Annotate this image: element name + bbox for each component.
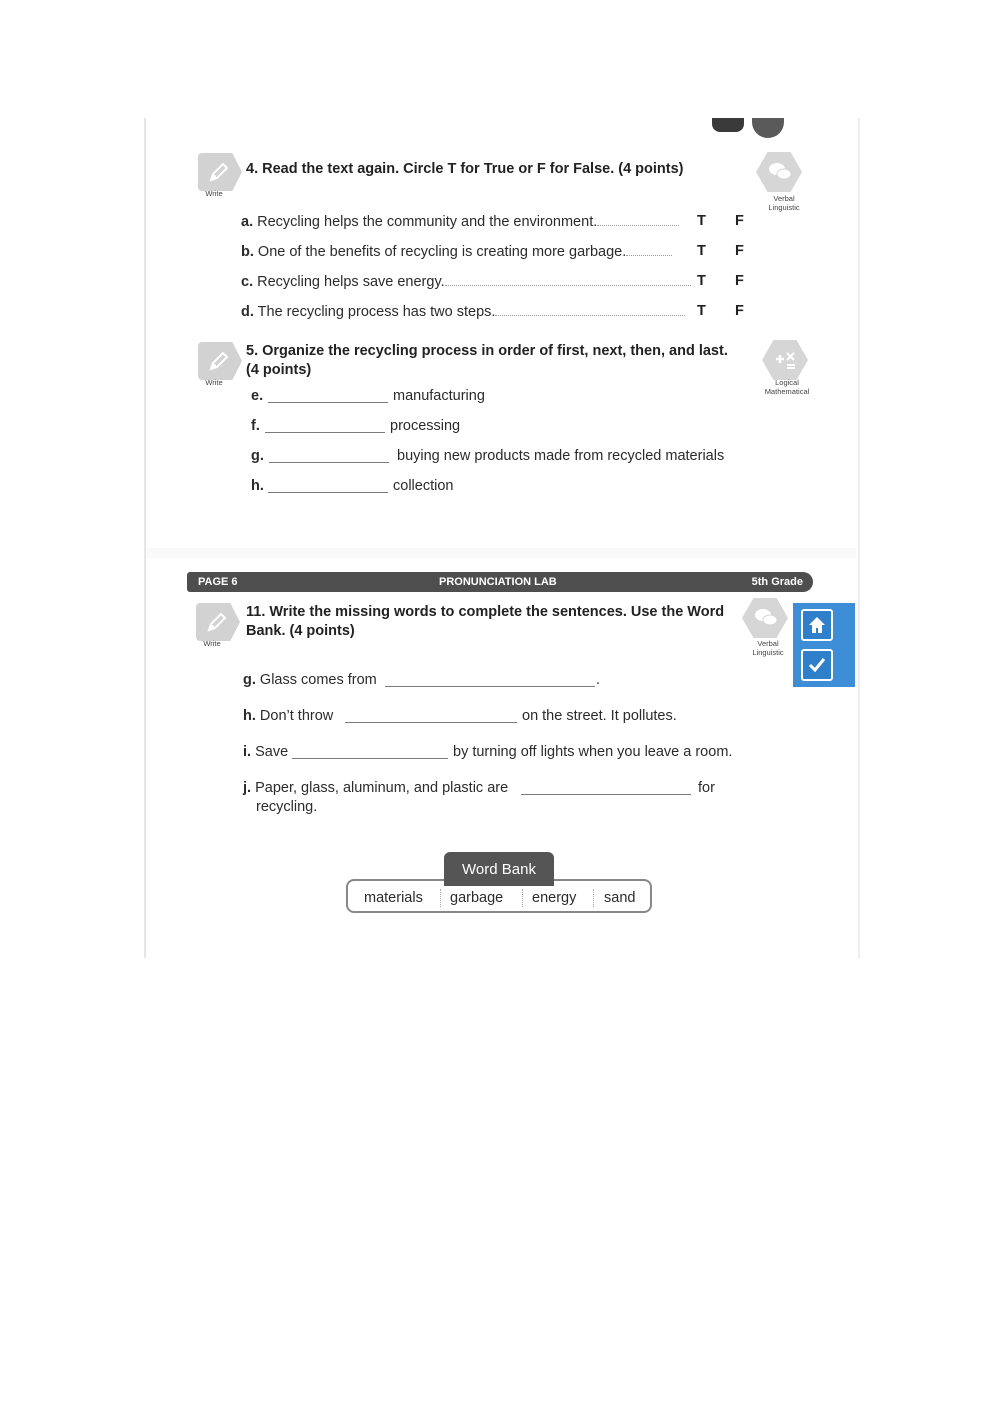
checkmark-icon — [807, 655, 827, 675]
write-caption: Write — [205, 189, 223, 198]
word-bank-word: garbage — [450, 890, 504, 906]
write-caption: Write — [205, 378, 223, 387]
sentence-end: on the street. It pollutes. — [522, 708, 677, 724]
banner-title: PRONUNCIATION LAB — [439, 576, 557, 588]
true-option[interactable]: T — [697, 273, 706, 289]
answer-blank[interactable] — [385, 686, 595, 687]
true-option[interactable]: T — [697, 243, 706, 259]
order-blank[interactable] — [265, 432, 385, 433]
order-blank[interactable] — [268, 492, 388, 493]
intelligence-caption: Logical Mathematical — [764, 378, 810, 396]
page-banner — [187, 572, 813, 592]
order-step: buying new products made from recycled materials — [397, 448, 725, 464]
tf-statement: b. One of the benefits of recycling is creating more garbage. — [241, 243, 672, 260]
false-option[interactable]: F — [735, 243, 744, 259]
tf-statement: a. Recycling helps the community and the environment. — [241, 213, 679, 230]
control-panel — [793, 603, 855, 687]
order-step: manufacturing — [393, 388, 485, 404]
sentence-continuation: recycling. — [256, 799, 318, 815]
decorative-shape — [712, 118, 744, 132]
order-label: h. — [251, 478, 264, 494]
tf-statement: c. Recycling helps save energy. — [241, 273, 691, 290]
intelligence-caption: Verbal Linguistic — [752, 639, 784, 657]
check-button[interactable] — [801, 649, 833, 681]
sentence-end: by turning off lights when you leave a room. — [453, 744, 733, 760]
order-label: g. — [251, 448, 264, 464]
true-option[interactable]: T — [697, 303, 706, 319]
section5-instruction: 5. Organize the recycling process in order of first, next, then, and last. (4 points) — [246, 343, 728, 378]
order-blank[interactable] — [268, 402, 388, 403]
order-step: processing — [390, 418, 461, 434]
section11-instruction: 11. Write the missing words to complete the sentences. Use the Word Bank. (4 points) — [246, 604, 725, 639]
false-option[interactable]: F — [735, 273, 744, 289]
word-bank-word: materials — [364, 890, 423, 906]
answer-blank[interactable] — [521, 794, 691, 795]
false-option[interactable]: F — [735, 303, 744, 319]
order-step: collection — [393, 478, 454, 494]
fill-sentence: g. Glass comes from — [243, 672, 377, 688]
write-caption: Write — [203, 639, 221, 648]
intelligence-caption: Verbal Linguistic — [768, 194, 800, 212]
word-bank-word: sand — [604, 890, 636, 906]
home-button[interactable] — [801, 609, 833, 641]
order-blank[interactable] — [269, 462, 389, 463]
home-icon — [807, 615, 827, 635]
order-label: f. — [251, 418, 260, 434]
word-bank-word: energy — [532, 890, 577, 906]
grade-label: 5th Grade — [751, 576, 803, 588]
order-label: e. — [251, 388, 264, 404]
fill-sentence: h. Don’t throw — [243, 708, 334, 724]
tf-statement: d. The recycling process has two steps. — [241, 303, 685, 320]
sentence-end: . — [596, 672, 601, 688]
true-option[interactable]: T — [697, 213, 706, 229]
word-separator — [522, 889, 523, 907]
false-option[interactable]: F — [735, 213, 744, 229]
section4-instruction: 4. Read the text again. Circle T for True or F for False. (4 points) — [246, 161, 684, 177]
word-bank-title: Word Bank — [444, 852, 554, 886]
fill-sentence: i. Save — [243, 744, 289, 760]
page-number: PAGE 6 — [198, 576, 238, 588]
word-separator — [593, 889, 594, 907]
answer-blank[interactable] — [345, 722, 517, 723]
answer-blank[interactable] — [292, 758, 448, 759]
page-gap — [146, 548, 856, 558]
sentence-end: for — [698, 780, 715, 796]
word-separator — [440, 889, 441, 907]
fill-sentence: j. Paper, glass, aluminum, and plastic are — [243, 780, 509, 796]
